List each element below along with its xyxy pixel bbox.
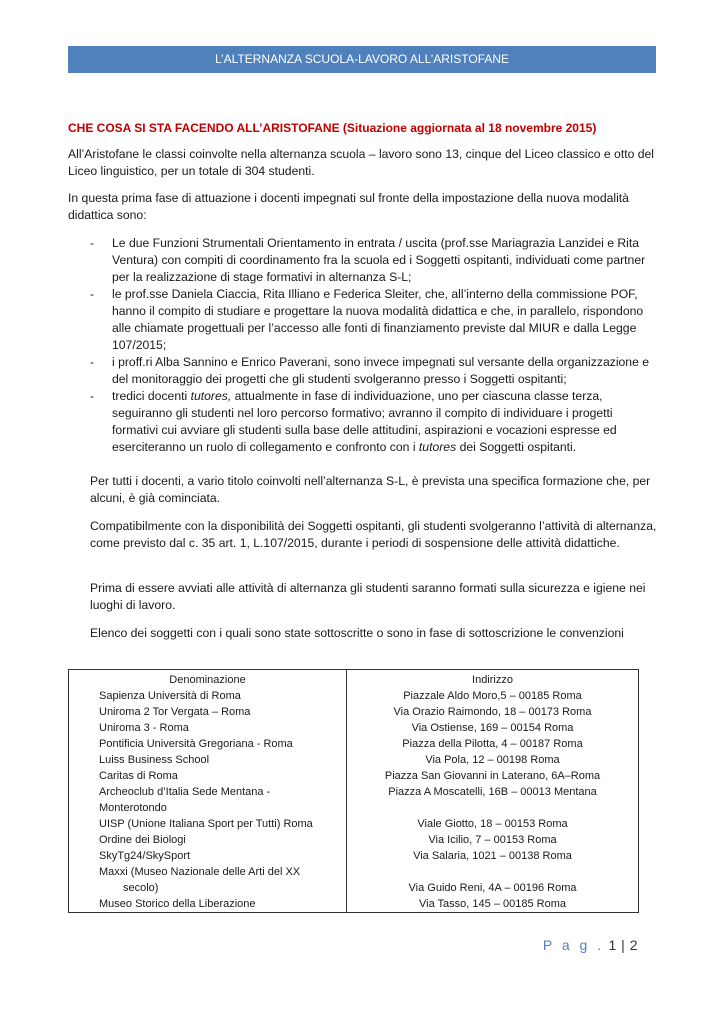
table-cell-address: Piazza San Giovanni in Laterano, 6A–Roma (384, 770, 601, 782)
table-row: Sapienza Università di Roma (99, 690, 241, 702)
table-cell-address: Via Pola, 12 – 00198 Roma (425, 754, 560, 766)
table-row: Luiss Business School (99, 754, 210, 766)
tutors-text-a: tredici docenti (112, 389, 191, 403)
table-row (69, 784, 346, 816)
paragraph-activity-period: Compatibilmente con la disponibilità dei Soggetti ospitanti, gli studenti svolgeranno l’attività di alternanza, come previsto dal c. 35 art. 1, L.107/2015, durante i periodi di sospensione delle attività didattiche. (90, 519, 657, 550)
table-header-name: Denominazione (169, 674, 246, 686)
table-cell-name-cont: Monterotondo (99, 802, 167, 814)
page-label: P a g . (542, 937, 605, 953)
table-row: Caritas di Roma (99, 770, 178, 782)
table-cell-address: Piazzale Aldo Moro,5 – 00185 Roma (403, 690, 582, 702)
table-cell-address: Viale Giotto, 18 – 00153 Roma (417, 818, 568, 830)
table-row: Uniroma 2 Tor Vergata – Roma (99, 706, 251, 718)
tutors-text-b: attualmente in fase di individuazione, uno per ciascuna classe terza, seguiranno gli studenti nel loro percorso formativo; avranno il compito di individuare i progetti formativi cui avviare gli studenti sulla base delle attitudini, aspirazioni e vocazioni espresse ed eserciteranno un ruolo di collegamento e confronto con i (112, 389, 617, 454)
page-number: 1 (608, 937, 617, 953)
table-cell-address: Via Salaria, 1021 – 00138 Roma (413, 850, 572, 862)
partners-name-column (69, 670, 347, 912)
page-separator: | (621, 937, 626, 953)
teachers-list (90, 235, 660, 456)
partners-address-column (347, 670, 638, 912)
table-cell-address: Via Tasso, 145 – 00185 Roma (419, 898, 566, 910)
table-row (69, 864, 346, 896)
tutors-term: tutores, (190, 389, 232, 403)
table-cell-name: Archeoclub d’Italia Sede Mentana - (99, 786, 271, 798)
list-item: - i proff.ri Alba Sannino e Enrico Paverani, sono invece impegnati sul versante della organizzazione e del monitoraggio dei progetti che gli studenti svolgeranno presso i Soggetti ospitanti; (90, 354, 660, 388)
page-footer (543, 937, 638, 954)
table-header-address: Indirizzo (472, 674, 513, 686)
table-cell-address: Piazza A Moscatelli, 16B – 00013 Mentana (388, 786, 597, 798)
table-row: Museo Storico della Liberazione (99, 898, 256, 910)
table-cell-address: Piazza della Pilotta, 4 – 00187 Roma (402, 738, 583, 750)
paragraph-teachers-intro: In questa prima fase di attuazione i docenti impegnati sul fronte della impostazione della nuova modalità didattica sono: (68, 191, 629, 222)
document-header-bar (68, 46, 656, 73)
page-total: 2 (629, 937, 638, 953)
tutors-text-c: dei Soggetti ospitanti. (456, 440, 577, 454)
table-row: Pontificia Università Gregoriana - Roma (99, 738, 293, 750)
paragraph-training: Per tutti i docenti, a vario titolo coinvolti nell’alternanza S-L, è prevista una specifica formazione che, per alcuni, è già cominciata. (90, 474, 651, 505)
table-cell-address: Via Ostiense, 169 – 00154 Roma (411, 722, 574, 734)
list-item: - le prof.sse Daniela Ciaccia, Rita Illiano e Federica Sleiter, che, all’interno della commissione POF, hanno il compito di studiare e progettare la nuova modalità didattica e che, in parallelo, rispondono alle chiamate progettuali per l’accesso alle fonti di finanziamento previste dal MIUR e dalla Legge 107/2015; (90, 286, 660, 354)
paragraph-list-intro: Elenco dei soggetti con i quali sono state sottoscritte o sono in fase di sottoscrizione le convenzioni (90, 626, 624, 640)
partners-table (68, 669, 639, 913)
list-item: - Le due Funzioni Strumentali Orientamento in entrata / uscita (prof.sse Mariagrazia Lanzidei e Rita Ventura) con compiti di coordinamento fra la scuola ed i Soggetti ospitanti, individuati come partner per la realizzazione di stage formativi in alternanza S-L; (90, 235, 660, 286)
table-cell-name: Maxxi (Museo Nazionale delle Arti del XX (99, 866, 301, 878)
table-cell-name-cont: secolo) (123, 882, 159, 894)
list-item (90, 388, 660, 456)
table-cell-address: Via Guido Reni, 4A – 00196 Roma (408, 882, 577, 894)
table-row: Uniroma 3 - Roma (99, 722, 189, 734)
table-row: Ordine dei Biologi (99, 834, 186, 846)
table-row: UISP (Unione Italiana Sport per Tutti) Roma (99, 818, 313, 830)
tutors-term-2: tutores (418, 440, 457, 454)
paragraph-safety: Prima di essere avviati alle attività di alternanza gli studenti saranno formati sulla sicurezza e igiene nei luoghi di lavoro. (90, 581, 646, 612)
table-row: SkyTg24/SkySport (99, 850, 191, 862)
paragraph-classes-involved: All’Aristofane le classi coinvolte nella alternanza scuola – lavoro sono 13, cinque del Liceo classico e otto del Liceo linguistico, per un totale di 304 studenti. (68, 147, 655, 178)
section-title: CHE COSA SI STA FACENDO ALL’ARISTOFANE (Situazione aggiornata al 18 novembre 2015) (68, 121, 597, 135)
table-cell-address: Via Icilio, 7 – 00153 Roma (428, 834, 557, 846)
document-header-title: L’ALTERNANZA SCUOLA-LAVORO ALL’ARISTOFANE (214, 52, 510, 66)
table-cell-address: Via Orazio Raimondo, 18 – 00173 Roma (393, 706, 592, 718)
